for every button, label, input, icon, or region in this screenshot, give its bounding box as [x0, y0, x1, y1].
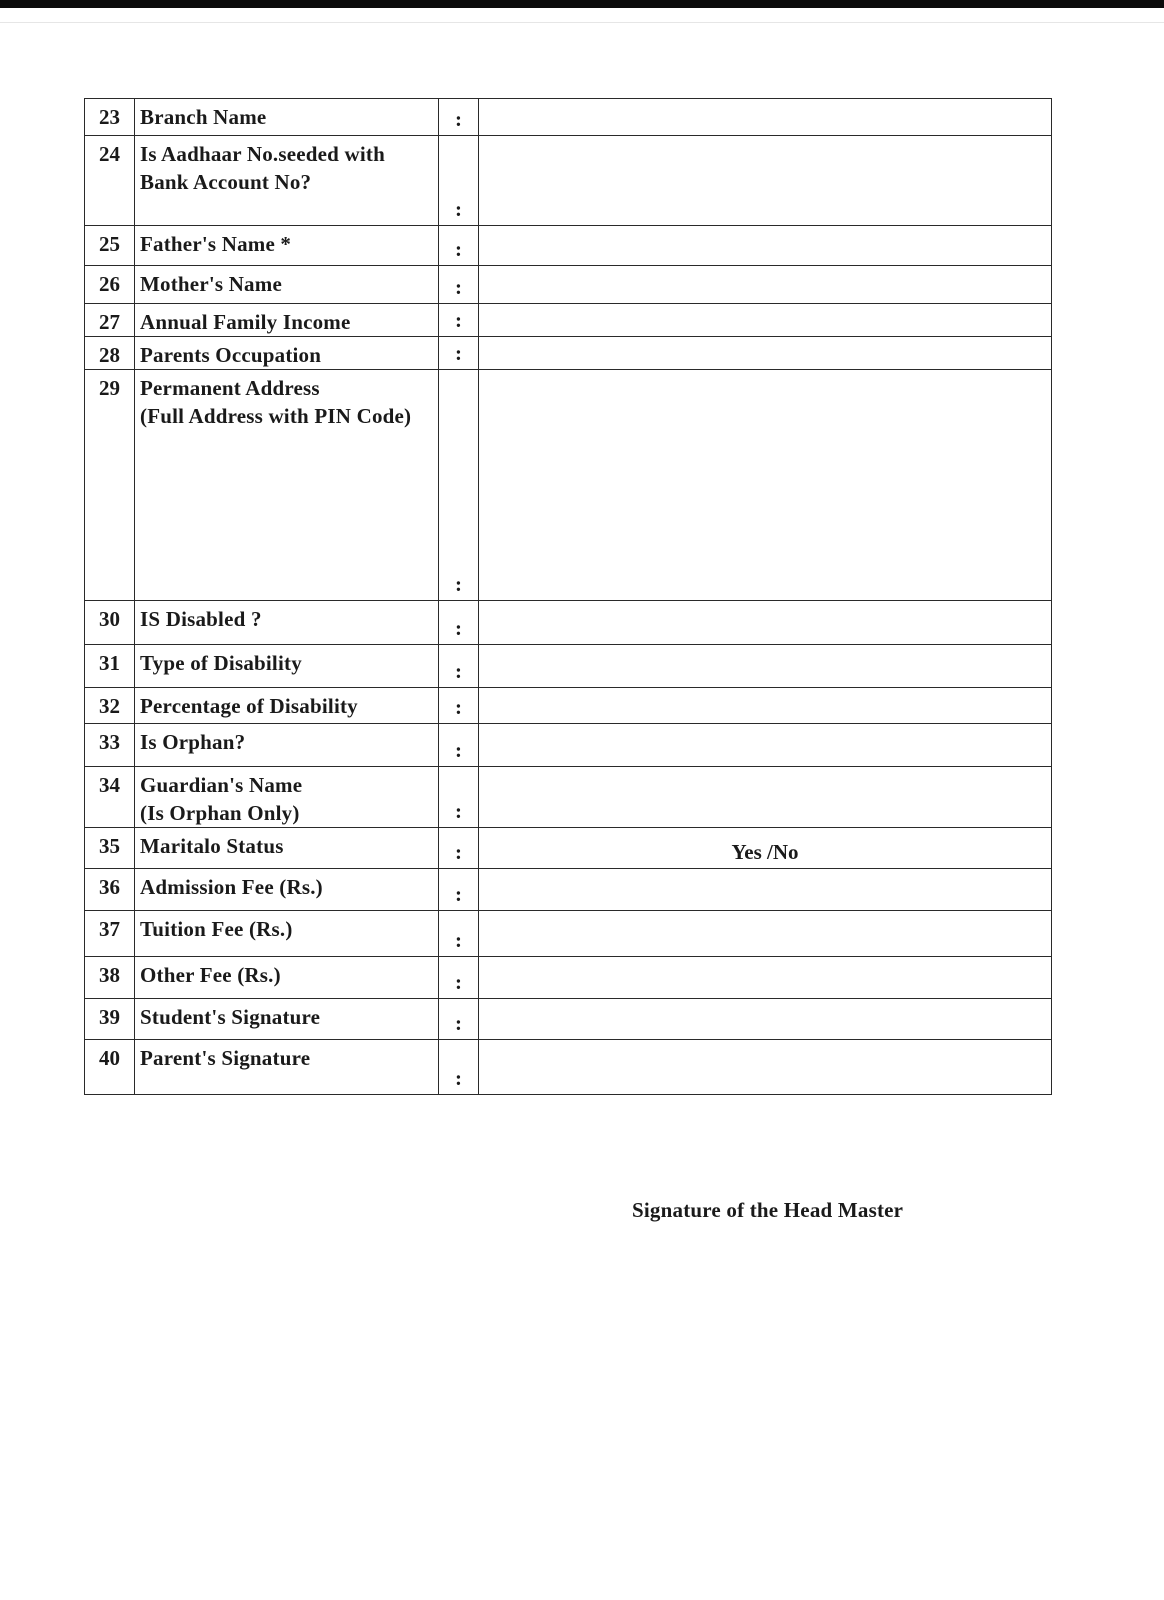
field-label — [135, 337, 439, 370]
field-label-line: Type of Disability — [140, 651, 302, 675]
colon-separator: : — [439, 828, 479, 869]
field-label-line: Parents Occupation — [140, 343, 322, 367]
row-number: 28 — [85, 337, 135, 370]
field-label — [135, 304, 439, 337]
field-value-35[interactable]: Yes /No — [479, 828, 1052, 869]
field-label-line: Branch Name — [140, 105, 267, 129]
field-label-line: Parent's Signature — [140, 1046, 311, 1070]
row-number: 23 — [85, 99, 135, 136]
row-number: 31 — [85, 645, 135, 688]
row-number: 29 — [85, 370, 135, 601]
colon-separator: : — [439, 266, 479, 304]
form-row-27 — [85, 304, 1052, 337]
field-label-line: Bank Account No? — [140, 170, 312, 194]
colon-separator: : — [439, 957, 479, 999]
application-form-table — [84, 98, 1052, 1095]
form-row-33 — [85, 724, 1052, 767]
colon-separator: : — [439, 370, 479, 601]
form-row-38 — [85, 957, 1052, 999]
field-label-line: Tuition Fee (Rs.) — [140, 917, 293, 941]
field-label-line: Permanent Address — [140, 376, 320, 400]
colon-separator: : — [439, 869, 479, 911]
field-value-39[interactable] — [479, 999, 1052, 1040]
field-label — [135, 226, 439, 266]
field-label — [135, 869, 439, 911]
field-label — [135, 688, 439, 724]
field-label-line: Student's Signature — [140, 1005, 321, 1029]
form-row-36 — [85, 869, 1052, 911]
colon-separator: : — [439, 337, 479, 370]
row-number: 34 — [85, 767, 135, 828]
form-row-31 — [85, 645, 1052, 688]
row-number: 27 — [85, 304, 135, 337]
field-label-line: Maritalo Status — [140, 834, 284, 858]
field-value-36[interactable] — [479, 869, 1052, 911]
form-row-37 — [85, 911, 1052, 957]
form-row-39 — [85, 999, 1052, 1040]
field-value-29[interactable] — [479, 370, 1052, 601]
field-label — [135, 645, 439, 688]
form-row-35 — [85, 828, 1052, 869]
field-value-33[interactable] — [479, 724, 1052, 767]
row-number: 32 — [85, 688, 135, 724]
form-row-25 — [85, 226, 1052, 266]
field-value-30[interactable] — [479, 601, 1052, 645]
row-number: 36 — [85, 869, 135, 911]
field-label — [135, 828, 439, 869]
field-value-34[interactable] — [479, 767, 1052, 828]
form-row-24 — [85, 136, 1052, 226]
field-label-line: Father's Name * — [140, 232, 292, 256]
colon-separator: : — [439, 688, 479, 724]
field-label — [135, 999, 439, 1040]
field-value-27[interactable] — [479, 304, 1052, 337]
colon-separator: : — [439, 226, 479, 266]
form-row-29 — [85, 370, 1052, 601]
form-table-body — [85, 99, 1052, 1095]
field-label-line: Annual Family Income — [140, 310, 351, 334]
field-label-line: Mother's Name — [140, 272, 282, 296]
row-number: 37 — [85, 911, 135, 957]
field-label — [135, 99, 439, 136]
head-master-signature-label: Signature of the Head Master — [632, 1198, 904, 1222]
field-value-24[interactable] — [479, 136, 1052, 226]
scan-top-edge — [0, 0, 1164, 8]
field-label — [135, 601, 439, 645]
field-value-31[interactable] — [479, 645, 1052, 688]
colon-separator: : — [439, 304, 479, 337]
row-number: 38 — [85, 957, 135, 999]
field-label-line: Is Aadhaar No.seeded with — [140, 142, 385, 166]
field-label-line: (Full Address with PIN Code) — [140, 404, 412, 428]
form-row-23 — [85, 99, 1052, 136]
scan-artifact-line — [0, 22, 1164, 23]
field-value-40[interactable] — [479, 1040, 1052, 1095]
field-label-line: Is Orphan? — [140, 730, 246, 754]
field-label — [135, 1040, 439, 1095]
field-label — [135, 724, 439, 767]
form-row-26 — [85, 266, 1052, 304]
field-label-line: IS Disabled ? — [140, 607, 262, 631]
field-label — [135, 266, 439, 304]
colon-separator: : — [439, 601, 479, 645]
colon-separator: : — [439, 999, 479, 1040]
form-row-28 — [85, 337, 1052, 370]
form-row-32 — [85, 688, 1052, 724]
colon-separator: : — [439, 1040, 479, 1095]
row-number: 33 — [85, 724, 135, 767]
field-label-line: Admission Fee (Rs.) — [140, 875, 323, 899]
row-number: 25 — [85, 226, 135, 266]
field-label — [135, 911, 439, 957]
field-label-line: Other Fee (Rs.) — [140, 963, 281, 987]
form-row-40 — [85, 1040, 1052, 1095]
row-number: 39 — [85, 999, 135, 1040]
field-label-line: (Is Orphan Only) — [140, 801, 300, 825]
field-value-28[interactable] — [479, 337, 1052, 370]
field-value-38[interactable] — [479, 957, 1052, 999]
form-row-30 — [85, 601, 1052, 645]
colon-separator: : — [439, 767, 479, 828]
form-row-34 — [85, 767, 1052, 828]
field-value-26[interactable] — [479, 266, 1052, 304]
field-label — [135, 370, 439, 601]
row-number: 26 — [85, 266, 135, 304]
field-label — [135, 767, 439, 828]
colon-separator: : — [439, 911, 479, 957]
row-number: 30 — [85, 601, 135, 645]
colon-separator: : — [439, 99, 479, 136]
field-label — [135, 957, 439, 999]
row-number: 24 — [85, 136, 135, 226]
field-label-line: Percentage of Disability — [140, 694, 358, 718]
field-value-25[interactable] — [479, 226, 1052, 266]
colon-separator: : — [439, 645, 479, 688]
field-label-line: Guardian's Name — [140, 773, 303, 797]
row-number: 40 — [85, 1040, 135, 1095]
colon-separator: : — [439, 724, 479, 767]
field-value-37[interactable] — [479, 911, 1052, 957]
field-value-32[interactable] — [479, 688, 1052, 724]
colon-separator: : — [439, 136, 479, 226]
field-value-23[interactable] — [479, 99, 1052, 136]
row-number: 35 — [85, 828, 135, 869]
field-label — [135, 136, 439, 226]
